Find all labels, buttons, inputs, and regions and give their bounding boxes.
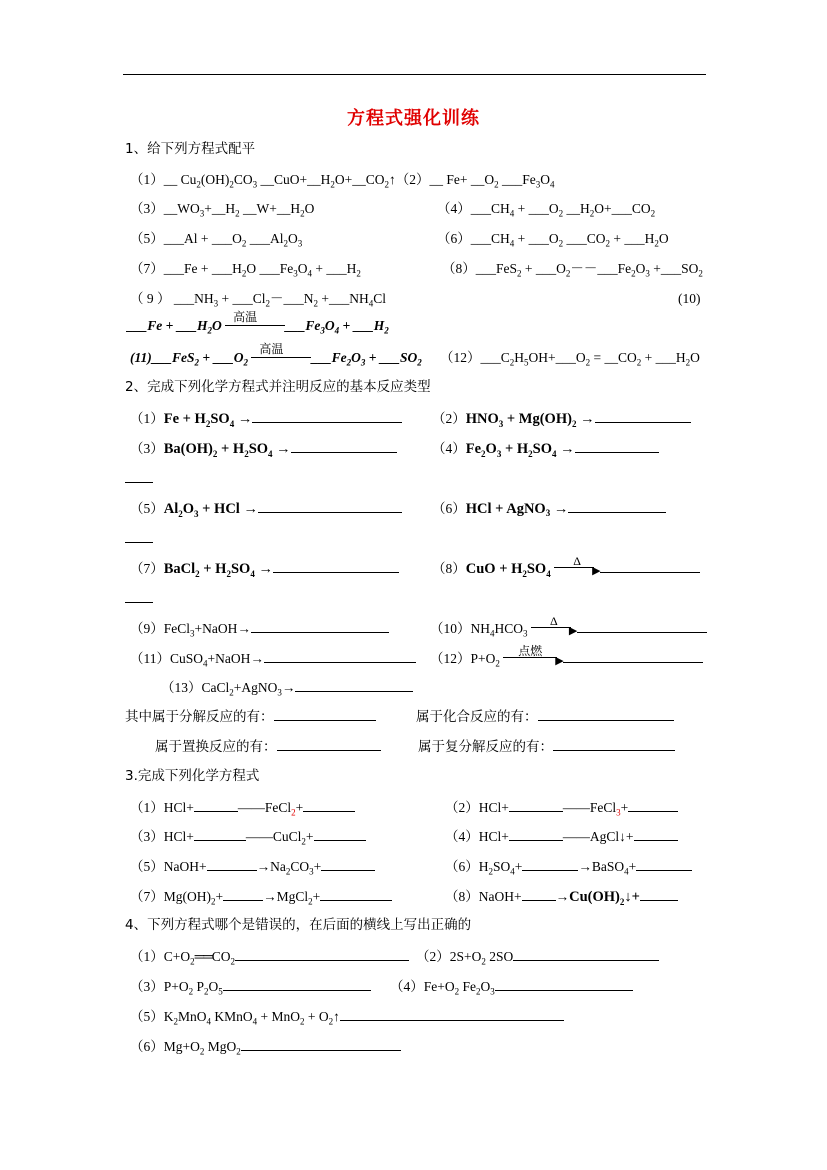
- s2-q7: （7）BaCl$_2$ + $H_2SO_4$ →: [130, 558, 399, 579]
- section-4-heading: 4、下列方程式哪个是错误的，在后面的横线上写出正确的: [125, 917, 472, 933]
- types-displacement: 属于置换反应的有：: [155, 736, 381, 757]
- s1-line-4b: （8）___FeS$_2$ + $\_\_\_O_2--\_\_\_Fe_2O_3$ $+\_\_\_SO_2$: [442, 261, 703, 279]
- s4-b4: $(4)Fe+O_2$ $Fe_2O_3$: [390, 976, 633, 997]
- s3-a4: （4）HCl+ ——AgCl↓+: [445, 826, 678, 847]
- s3-a5: （5）NaOH+ $\to Na_2CO_3+$: [130, 856, 375, 877]
- s1-line-2b: $(4)\_\_\_CH_4$ + $\_\_\_O_2$ $\_\_H_2O+\_\_\_CO_2$: [437, 201, 656, 219]
- s3-a8: （8）NaOH+ $\to Cu(OH)_2↓+$: [445, 886, 678, 907]
- heat-arrow-2: Δ ▶: [531, 619, 577, 635]
- s4-b1: $(1)C+O_2══CO_2$: [130, 946, 409, 967]
- s1-line-3b: $(6)\_\_\_CH_4$ + $\_\_\_O_2$ $\_\_\_CO_2$ + $\_\_\_H_2O$: [437, 231, 669, 249]
- s1-line-1: （1）__ $Cu_2(OH)_2CO_3$ $\_\_CuO+\_\_H_2O+\_\_CO_2↑(2)\_\_$ $Fe+ \_\_O_2$ $\_\_\_Fe_3O_4$: [130, 172, 555, 190]
- s4-b3: $(3)P+O_2$ $P_2O_5$: [130, 976, 371, 997]
- high-temp-sign: 高温: [225, 316, 285, 332]
- s4-b2: $(2)2S+O_2$ 2SO: [416, 946, 659, 967]
- s3-a3: （3）HCl+ ——CuCl$_2$+: [130, 826, 366, 847]
- section-1-heading: 1、给下列方程式配平: [125, 141, 256, 157]
- s2-trail-2: [125, 528, 153, 549]
- s1-line-5-num: (10): [678, 291, 701, 306]
- s2-q10: $(10)NH_4HCO_3$ Δ ▶: [430, 618, 707, 639]
- s2-q11: （11）CuSO$_4$+NaOH→: [130, 648, 416, 669]
- types-decomposition: 其中属于分解反应的有：: [125, 706, 376, 727]
- s2-trail-3: [125, 588, 153, 609]
- s1-line-3a: （5）___Al + $\_\_\_O_2$ $\_\_\_Al_2O_3$: [130, 231, 303, 249]
- s4-b6: $(6)Mg+O_2$ MgO$_2$: [130, 1036, 401, 1057]
- s3-a6: $(6)H_2SO_4+$ →BaSO$_4$+: [445, 856, 692, 877]
- s2-q3: $(3)Ba(OH)_2 + H_2SO_4$ →: [130, 438, 397, 459]
- high-temp-sign-2: 高温: [251, 348, 311, 364]
- s2-q1: $(1)Fe + H_2SO_4$ →: [130, 408, 402, 429]
- s1-line-2a: $(3)\_\_WO_3+\_\_H_2$ $\_\_W+\_\_H_2O$: [130, 201, 315, 219]
- s1-line-5: （ 9 ） $\_\_\_NH_3$ + $\_\_\_Cl_2-\_\_\_N_2$ $+\_\_\_NH_4Cl$: [130, 291, 387, 309]
- s2-q2: $(2)HNO_3 + Mg(OH)_2$ →: [432, 408, 691, 429]
- s2-q8: $(8)CuO + H_2SO_4$ Δ ▶: [432, 558, 700, 579]
- section-2-heading: 2、完成下列化学方程式并注明反应的基本反应类型: [125, 379, 431, 395]
- s2-trail-1: [125, 468, 153, 489]
- s2-q4: $(4)Fe_2O_3 + H_2SO_4$ →: [432, 438, 659, 459]
- s3-a1: （1）HCl+ ——FeCl$_2$+: [130, 797, 355, 818]
- types-combination: 属于化合反应的有：: [416, 706, 674, 727]
- s2-q9: （9）FeCl$_3$+NaOH→: [130, 618, 389, 639]
- types-double-displacement: 属于复分解反应的有：: [418, 736, 675, 757]
- s3-a2: （2）HCl+ ——FeCl$_3$+: [445, 797, 678, 818]
- s2-q12: $(12)P+O_2$ 点燃 ▶: [430, 648, 703, 669]
- s2-q5: $(5)Al_2O_3$ + HCl →: [130, 498, 402, 519]
- s1-line-7a: (11)___FeS$_2$ + $\_\_\_O_2$ 高温 $\_\_\_Fe_2O_3$ + $\_\_\_SO_2$: [130, 342, 422, 368]
- s1-line-6: ___Fe + $\_\_\_H_2O$ 高温 $\_\_\_Fe_3O_4$ + $\_\_\_H_2$: [127, 310, 389, 336]
- s1-line-7b: $(12)\_\_\_C_2H_5OH+\_\_\_O_2$ = $\_\_CO_2$ + $\_\_\_H_2O$: [440, 350, 700, 368]
- heat-arrow: Δ ▶: [554, 559, 600, 575]
- ignite-arrow: 点燃 ▶: [503, 649, 563, 665]
- section-3-heading: 3.完成下列化学方程式: [125, 768, 260, 784]
- s2-q13: （13）CaCl$_2$+AgNO$_3$→: [161, 677, 413, 698]
- s1-line-4a: （7）___Fe + $\_\_\_H_2O$ $\_\_\_Fe_3O_4$ + $\_\_\_H_2$: [130, 261, 361, 279]
- s3-a7: $(7)Mg(OH)_2+$ →MgCl$_2$+: [130, 886, 392, 907]
- page-title: 方程式强化训练: [347, 108, 480, 129]
- header-rule: [123, 74, 706, 75]
- s4-b5: $(5)K_2MnO_4$ KMnO$_4$ + $MnO_2 + O_2↑$: [130, 1006, 564, 1027]
- s2-q6: （6）HCl + AgNO$_3$ →: [432, 498, 666, 523]
